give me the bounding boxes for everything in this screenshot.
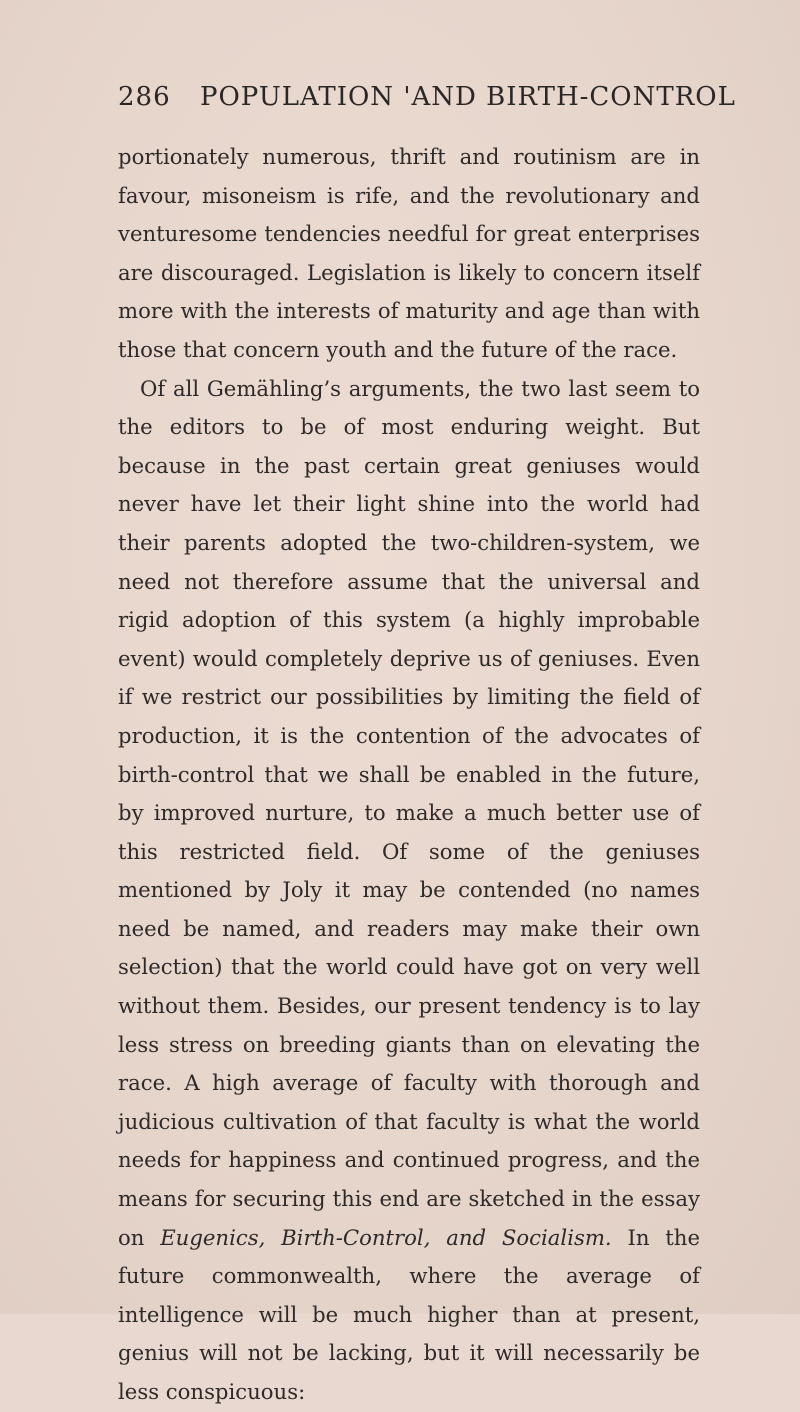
paragraph-continued: portionately numerous, thrift and routinism are in favour, misoneism is rife, and the revolutionary and venturesome tendencies needful for great enterprises are discouraged. Legislation is likely to concern itself more with the interests of maturity and age than with those that concern youth and the future of the race. (118, 144, 700, 362)
page-number: 286 (118, 82, 171, 112)
body-text (118, 138, 700, 1412)
essay-title: Eugenics, Birth-Control, and Socialism. (160, 1224, 612, 1250)
running-head: POPULATION 'AND BIRTH-CONTROL (200, 82, 736, 112)
paragraph-text-start: Of all Gemähling’s arguments, the two last seem to the editors to be of most enduring weight. But because in the past certain great geniuses would never have let their light shine into the world had their parents adopted the two-children-system, we need not therefore assume that the universal and rigid adoption of this system (a highly improbable event) would completely deprive us of geniuses. Even if we restrict our possibilities by limiting the field of production, it is the contention of the advocates of birth-control that we shall be enabled in the future, by improved nurture, to make a much better use of this restricted field. Of some of the geniuses mentioned by Joly it may be contended (no names need be named, and readers may make their own selection) that the world could have got on very well without them. Besides, our present tendency is to lay less stress on breeding giants than on elevating the race. A high average of faculty with thorough and judicious cultivation of that faculty is what the world needs for happiness and continued progress, and the means for securing this end are sketched in the essay on (118, 375, 700, 1250)
page-header (118, 82, 736, 122)
paragraph-text-end: In the future commonwealth, where the average of intelligence will be much higher than at present, genius will not be lacking, but it will necessarily be less conspicuous: (118, 1224, 700, 1404)
paragraph (118, 370, 700, 1412)
